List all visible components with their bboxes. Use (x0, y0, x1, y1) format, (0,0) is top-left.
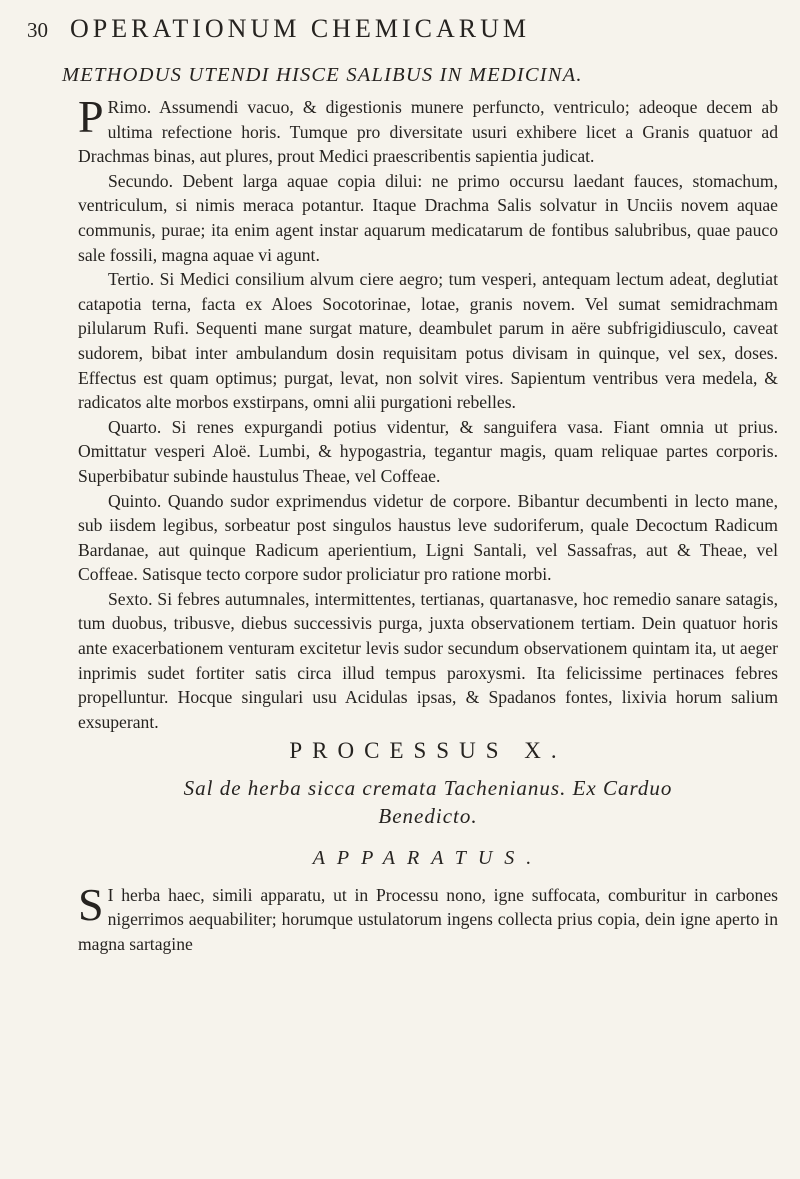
page-number: 30 (27, 18, 48, 42)
drop-cap: P (78, 91, 104, 142)
paragraph-apparatus (78, 878, 778, 957)
paragraph-quarto: Quarto. Si renes expurgandi potius videntur, & sanguifera vasa. Fiant omnia ut prius. Omittatur vesperi Aloë. Lumbi, & hypogastria, tegantur magis, quam reliquae partes corporis. Superbibatur subinde haustulus Theae, vel Coffeae. (78, 416, 778, 486)
paragraph-sexto: Sexto. Si febres autumnales, intermittentes, tertianas, quartanasve, hoc remedio sanare satagis, tum duobus, tribusve, diebus successivis purga, juxta observationem tertiam. Dein quatuor horis ante exacerbationem venturam excitetur levis sudor secundum observationem quintam ita, ut aeger inprimis sudet fortiter satis circa illud tempus paroxysmi. Ita felicissime pertinaces febres propelluntur. Hocque singulari usu Acidulas ipsas, & Spadanos fontes, lixivia horum salium exsuperant. (78, 588, 778, 732)
apparatus-heading: APPARATUS. (312, 847, 544, 870)
section-title: METHODUS UTENDI HISCE SALIBUS IN MEDICINA. (62, 64, 583, 86)
processus-subtitle (78, 774, 778, 830)
text-body (78, 91, 778, 956)
paragraph-text: Rimo. Assumendi vacuo, & digestionis munere perfuncto, ventriculo; adeoque decem ab ultima refectione horis. Tumque pro diversitate usuri exhibere licet a Granis quatuor ad Drachmas binas, aut plures, prout Medici praescribentis sapientia judicat. (78, 97, 778, 167)
processus-heading: PROCESSUS X. (289, 738, 567, 764)
paragraph-tertio: Tertio. Si Medici consilium alvum ciere aegro; tum vesperi, antequam lectum adeat, deglutiat catapotia terna, facta ex Aloes Socotorinae, lotae, granis novem. Vel sumat semidrachmam pilularum Rufi. Sequenti mane surgat mature, deambulet parum in aëre subfrigidiusculo, caveat sudorem, bibat inter ambulandum dosin requisitam potus divisam in quinque, vel sex, doses. Effectus est quam optimus; purgat, levat, non solvit vires. Sapientum ventribus vera medela, & radicatos alte morbos exstirpans, omni alii purgationi rebelles. (78, 269, 778, 413)
paragraph-quinto: Quinto. Quando sudor exprimendus videtur de corpore. Bibantur decumbenti in lecto mane, sub iisdem legibus, sorbeatur post singulos haustus leve sudoriferum, quale Decoctum Radicum Bardanae, aut quinque Radicum aperientium, Ligni Santali, vel Sassafras, aut & Theae, vel Coffeae. Satisque tecto corpore sudor proliciatur pro ratione morbi. (78, 490, 778, 585)
drop-cap: S (78, 878, 104, 930)
subtitle-line-1: Sal de herba sicca cremata Tachenianus. Ex Carduo (183, 776, 673, 801)
paragraph-primo (78, 91, 778, 169)
paragraph-text: I herba haec, simili apparatu, ut in Processu nono, igne suffocata, comburitur in carbones nigerrimos aequabiliter; horumque ustulatorum ingens collecta prius copia, dein igne aperto in magna sartagine (78, 884, 778, 954)
running-title: OPERATIONUM CHEMICARUM (70, 14, 530, 43)
paragraph-secundo: Secundo. Debent larga aquae copia dilui: ne primo occursu laedant fauces, stomachum, ventriculum, si nimis meraca potantur. Itaque Drachma Salis solvatur in Unciis novem aquae communis, purae; ita enim agent instar aquarum medicatarum de fontibus salubribus, quae pauco sale fossili, magna aquae vi agunt. (78, 170, 778, 265)
subtitle-line-2: Benedicto. (378, 804, 478, 829)
